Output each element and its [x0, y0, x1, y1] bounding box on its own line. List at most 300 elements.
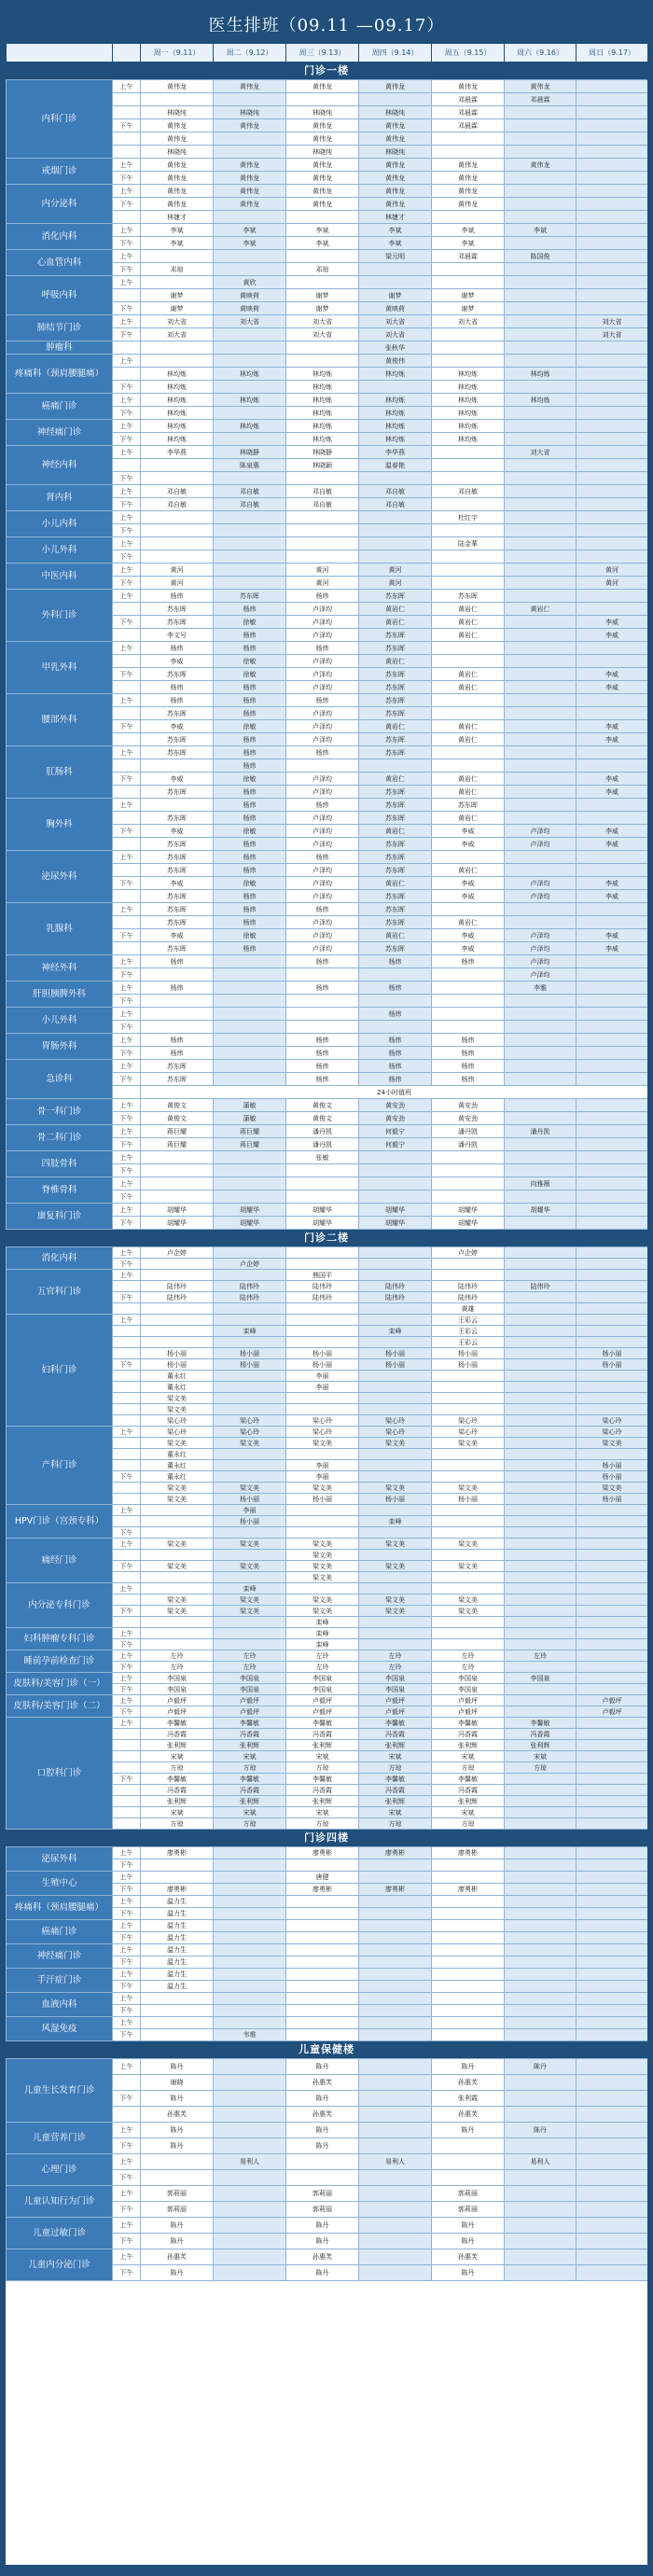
doctor-cell: 杨小丽 [577, 1471, 648, 1483]
doctor-cell: 李斌 [141, 224, 214, 237]
doctor-cell: 董永红 [141, 1371, 214, 1382]
doctor-cell [214, 564, 286, 577]
department-name: 小儿外科 [7, 537, 113, 564]
doctor-cell [505, 2234, 577, 2249]
doctor-cell: 林晓纯 [286, 146, 359, 159]
department-name: 皮肤科/美容门诊（二） [7, 1695, 113, 1718]
doctor-cell: 梁文美 [432, 1539, 505, 1550]
doctor-cell: 胡耀华 [432, 1217, 505, 1230]
doctor-cell [286, 1969, 359, 1981]
doctor-cell [141, 1527, 214, 1539]
doctor-cell: 温力生 [141, 1908, 214, 1920]
time-slot: 下午 [113, 1471, 141, 1483]
doctor-cell [505, 550, 577, 564]
doctor-cell [577, 1650, 648, 1662]
doctor-cell [577, 1762, 648, 1774]
doctor-cell [505, 1818, 577, 1830]
time-slot [113, 1740, 141, 1751]
doctor-cell [141, 1303, 214, 1315]
doctor-cell [505, 2249, 577, 2265]
department-name: 妇科门诊 [7, 1315, 113, 1427]
doctor-cell [577, 1718, 648, 1729]
doctor-cell [432, 1151, 505, 1164]
doctor-cell: 左玲 [432, 1662, 505, 1673]
department-name: 痛经门诊 [7, 1539, 113, 1583]
doctor-cell: 胡耀华 [359, 1204, 432, 1217]
doctor-cell [505, 1427, 577, 1438]
doctor-cell: 杨炜 [214, 786, 286, 799]
table-row [7, 224, 648, 237]
doctor-cell [577, 746, 648, 759]
doctor-cell: 苏东晖 [141, 916, 214, 929]
doctor-cell [141, 2170, 214, 2186]
department-name: 妇科肿瘤专科门诊 [7, 1628, 113, 1650]
section-title: 门诊一楼 [6, 63, 647, 79]
doctor-cell: 黄河 [359, 577, 432, 590]
doctor-cell [432, 707, 505, 720]
doctor-cell [577, 1740, 648, 1751]
doctor-cell: 黄伟龙 [432, 159, 505, 172]
department-name: 胸外科 [7, 799, 113, 851]
doctor-cell [286, 211, 359, 224]
doctor-cell: 李威 [141, 773, 214, 786]
doctor-cell: 冯香霞 [359, 1729, 432, 1740]
doctor-cell: 李丽 [286, 1471, 359, 1483]
time-slot: 下午 [113, 263, 141, 276]
doctor-cell: 杨炜 [214, 812, 286, 825]
schedule-table [6, 1846, 647, 2041]
doctor-cell [141, 759, 214, 773]
time-slot: 下午 [113, 1259, 141, 1270]
time-slot: 上午 [113, 642, 141, 655]
doctor-cell [505, 1099, 577, 1112]
doctor-cell: 李国泉 [505, 1673, 577, 1684]
time-slot: 上午 [113, 1539, 141, 1550]
doctor-cell [505, 851, 577, 864]
doctor-cell: 林晓纯 [286, 106, 359, 119]
doctor-cell [214, 2075, 286, 2091]
doctor-cell [577, 1606, 648, 1617]
doctor-cell [505, 694, 577, 707]
doctor-cell: 刘大省 [359, 328, 432, 341]
doctor-cell [505, 1021, 577, 1034]
doctor-cell [359, 1191, 432, 1204]
doctor-cell: 杜红宇 [432, 511, 505, 524]
doctor-cell [359, 2029, 432, 2041]
doctor-cell: 卢毅坪 [577, 1695, 648, 1706]
schedule-table [6, 2058, 647, 2281]
doctor-cell [577, 368, 648, 381]
doctor-cell [359, 1315, 432, 1326]
doctor-cell [359, 1404, 432, 1415]
doctor-cell [214, 995, 286, 1008]
doctor-cell: 蒋巨耀 [141, 1125, 214, 1138]
time-slot: 上午 [113, 185, 141, 198]
doctor-cell [577, 1969, 648, 1981]
doctor-cell [577, 146, 648, 159]
doctor-cell [577, 1594, 648, 1606]
doctor-cell: 刘大省 [286, 328, 359, 341]
doctor-cell [141, 1259, 214, 1270]
doctor-cell [577, 1859, 648, 1872]
doctor-cell [432, 1896, 505, 1908]
doctor-cell [214, 1060, 286, 1073]
time-slot: 上午 [113, 1944, 141, 1956]
doctor-cell [505, 341, 577, 355]
doctor-cell [359, 2202, 432, 2218]
doctor-cell: 卢泽均 [505, 968, 577, 982]
doctor-cell: 杨炜 [286, 982, 359, 995]
doctor-cell [577, 276, 648, 289]
doctor-cell [505, 1884, 577, 1896]
doctor-cell [286, 550, 359, 564]
doctor-cell [577, 1818, 648, 1830]
doctor-cell [505, 315, 577, 328]
doctor-cell: 栾峰 [214, 1583, 286, 1594]
department-name: 生殖中心 [7, 1872, 113, 1896]
doctor-cell: 李馨敏 [141, 1774, 214, 1785]
doctor-cell: 张利辉 [505, 1740, 577, 1751]
doctor-cell [505, 1359, 577, 1371]
doctor-cell: 黄伟龙 [286, 119, 359, 132]
doctor-cell [577, 1796, 648, 1807]
doctor-cell: 卢泽均 [505, 877, 577, 890]
doctor-cell [141, 1337, 214, 1348]
doctor-cell [505, 1706, 577, 1718]
doctor-cell [505, 2075, 577, 2091]
doctor-cell [214, 2186, 286, 2202]
doctor-cell [577, 1956, 648, 1969]
doctor-cell: 黄河 [577, 577, 648, 590]
doctor-cell: 卢毅坪 [141, 1695, 214, 1706]
doctor-cell: 孙惠芙 [286, 2107, 359, 2123]
time-slot: 上午 [113, 1099, 141, 1112]
doctor-cell [432, 1449, 505, 1460]
doctor-cell [286, 1393, 359, 1404]
doctor-cell [359, 1527, 432, 1539]
doctor-cell: 李威 [432, 825, 505, 838]
time-slot: 下午 [113, 968, 141, 982]
time-slot [113, 1303, 141, 1315]
doctor-cell: 栾峰 [286, 1617, 359, 1628]
doctor-cell: 徐敏 [214, 773, 286, 786]
doctor-cell: 苏东晖 [359, 786, 432, 799]
doctor-cell: 林均炼 [286, 381, 359, 394]
time-slot: 上午 [113, 1204, 141, 1217]
time-slot: 上午 [113, 694, 141, 707]
doctor-cell: 冯香霞 [432, 1785, 505, 1796]
time-slot [113, 1807, 141, 1818]
doctor-cell [577, 80, 648, 93]
doctor-cell: 李馨敏 [286, 1774, 359, 1785]
doctor-cell: 梁文美 [432, 1606, 505, 1617]
doctor-cell [505, 1932, 577, 1944]
doctor-cell [214, 263, 286, 276]
doctor-cell: 蒋巨耀 [214, 1138, 286, 1151]
table-row [7, 185, 648, 198]
table-row [7, 1944, 648, 1956]
doctor-cell: 廖勇彬 [359, 1884, 432, 1896]
doctor-cell [505, 2091, 577, 2107]
doctor-cell: 苏东晖 [359, 681, 432, 694]
doctor-cell: 邓琼 [286, 263, 359, 276]
doctor-cell: 陈丹 [432, 2265, 505, 2281]
doctor-cell [577, 1217, 648, 1230]
doctor-cell [286, 1944, 359, 1956]
doctor-cell: 刘大省 [577, 315, 648, 328]
doctor-cell [214, 2170, 286, 2186]
doctor-cell [432, 211, 505, 224]
doctor-cell [214, 2017, 286, 2029]
doctor-cell: 李威 [141, 655, 214, 668]
doctor-cell [359, 995, 432, 1008]
table-row [7, 1969, 648, 1981]
doctor-cell: 黄伟龙 [359, 172, 432, 185]
doctor-cell [359, 1896, 432, 1908]
doctor-cell: 黄岩仁 [432, 773, 505, 786]
table-row [7, 1539, 648, 1550]
table-row [7, 276, 648, 289]
department-name: 泌尿外科 [7, 1847, 113, 1872]
doctor-cell [141, 250, 214, 263]
doctor-cell [577, 968, 648, 982]
doctor-cell: 杨炜 [214, 603, 286, 616]
doctor-cell: 梁心玲 [214, 1427, 286, 1438]
doctor-cell: 蒲敏 [214, 1099, 286, 1112]
section-title: 门诊四楼 [6, 1830, 647, 1846]
doctor-cell: 张利辉 [286, 1740, 359, 1751]
doctor-cell [577, 1337, 648, 1348]
doctor-cell: 李丽 [286, 1371, 359, 1382]
time-slot: 下午 [113, 119, 141, 132]
doctor-cell [214, 577, 286, 590]
doctor-cell [577, 1516, 648, 1527]
doctor-cell [359, 1981, 432, 1993]
doctor-cell [577, 524, 648, 537]
doctor-cell [432, 2029, 505, 2041]
doctor-cell: 陆伟玲 [432, 1281, 505, 1292]
doctor-cell: 左玲 [505, 1650, 577, 1662]
doctor-cell: 黄岩仁 [359, 929, 432, 942]
doctor-cell: 黄映荷 [359, 302, 432, 315]
doctor-cell: 杨炜 [214, 916, 286, 929]
doctor-cell: 陆金華 [432, 537, 505, 550]
time-slot [113, 459, 141, 472]
doctor-cell [432, 851, 505, 864]
doctor-cell [505, 759, 577, 773]
time-slot [113, 1404, 141, 1415]
doctor-cell [505, 1449, 577, 1460]
doctor-cell [286, 1191, 359, 1204]
doctor-cell: 黄伟龙 [359, 132, 432, 146]
doctor-cell [432, 655, 505, 668]
time-slot: 上午 [113, 1673, 141, 1684]
doctor-cell [577, 2234, 648, 2249]
time-slot [113, 1594, 141, 1606]
department-name: 癌痛门诊 [7, 394, 113, 420]
table-row [7, 511, 648, 524]
time-slot [113, 1382, 141, 1393]
doctor-cell: 卢泽均 [286, 812, 359, 825]
doctor-cell [214, 328, 286, 341]
doctor-cell: 谢晓 [141, 2075, 214, 2091]
doctor-cell [214, 93, 286, 106]
doctor-cell: 黄伟龙 [432, 80, 505, 93]
doctor-cell: 李威 [577, 825, 648, 838]
doctor-cell: 林均炼 [359, 368, 432, 381]
time-slot: 下午 [113, 1561, 141, 1572]
doctor-cell: 李馨敏 [214, 1774, 286, 1785]
doctor-cell [505, 2017, 577, 2029]
doctor-cell: 林晓颖 [286, 459, 359, 472]
doctor-cell: 李斌 [359, 224, 432, 237]
doctor-cell [141, 1326, 214, 1337]
doctor-cell: 梁心玲 [214, 1415, 286, 1427]
doctor-cell [505, 2029, 577, 2041]
department-name: 疼痛科（颈肩腰腿痛） [7, 1896, 113, 1920]
doctor-cell: 宋斌 [432, 1807, 505, 1818]
doctor-cell [577, 1099, 648, 1112]
doctor-cell: 何毅宁 [359, 1125, 432, 1138]
doctor-cell: 黄伟龙 [141, 119, 214, 132]
doctor-cell [432, 1471, 505, 1483]
doctor-cell: 黄河 [286, 577, 359, 590]
table-row [7, 1204, 648, 1217]
doctor-cell: 杨炜 [359, 1008, 432, 1021]
doctor-cell [214, 524, 286, 537]
doctor-cell: 苏东晖 [214, 590, 286, 603]
table-row [7, 315, 648, 328]
time-slot [113, 1617, 141, 1628]
time-slot: 下午 [113, 472, 141, 485]
doctor-cell [286, 93, 359, 106]
doctor-cell [141, 355, 214, 368]
doctor-cell [286, 1337, 359, 1348]
doctor-cell: 杨炜 [286, 799, 359, 812]
doctor-cell [359, 1021, 432, 1034]
time-slot [113, 1449, 141, 1460]
department-name: 骨一科门诊 [7, 1099, 113, 1125]
doctor-cell: 陆伟玲 [214, 1292, 286, 1303]
doctor-cell: 宋斌 [359, 1807, 432, 1818]
doctor-cell [214, 968, 286, 982]
doctor-cell [505, 302, 577, 315]
table-row [7, 420, 648, 433]
doctor-cell: 林均炼 [432, 381, 505, 394]
doctor-cell [577, 1729, 648, 1740]
doctor-cell [505, 1583, 577, 1594]
doctor-cell: 李馨敏 [359, 1774, 432, 1785]
doctor-cell [214, 132, 286, 146]
doctor-cell [214, 1993, 286, 2005]
doctor-cell: 温力生 [141, 1920, 214, 1932]
doctor-cell: 卢企婷 [141, 1247, 214, 1259]
doctor-cell: 卢泽均 [505, 942, 577, 955]
doctor-cell: 冯香霞 [141, 1785, 214, 1796]
table-row [7, 2017, 648, 2029]
doctor-cell: 林均炼 [141, 381, 214, 394]
doctor-cell [577, 1572, 648, 1583]
doctor-cell: 卢泽均 [286, 616, 359, 629]
doctor-cell [577, 1371, 648, 1382]
doctor-cell [286, 1527, 359, 1539]
time-slot: 下午 [113, 2029, 141, 2041]
doctor-cell [141, 524, 214, 537]
time-slot: 上午 [113, 799, 141, 812]
doctor-cell [359, 2059, 432, 2075]
doctor-cell [577, 1981, 648, 1993]
doctor-cell: 梁元明 [359, 250, 432, 263]
doctor-cell: 冯香霞 [432, 1729, 505, 1740]
doctor-cell [505, 1774, 577, 1785]
doctor-cell [505, 564, 577, 577]
doctor-cell [432, 2154, 505, 2170]
doctor-cell: 邓自敏 [432, 485, 505, 498]
doctor-cell [505, 733, 577, 746]
doctor-cell: 梁文美 [214, 1539, 286, 1550]
doctor-cell [505, 1628, 577, 1639]
table-row [7, 1673, 648, 1684]
doctor-cell: 谢梦 [286, 289, 359, 302]
doctor-cell [286, 1449, 359, 1460]
time-slot: 下午 [113, 1164, 141, 1177]
doctor-cell: 苏东晖 [141, 890, 214, 903]
doctor-cell: 谢梦 [432, 289, 505, 302]
doctor-cell: 李华燕 [359, 446, 432, 459]
doctor-cell [214, 250, 286, 263]
doctor-cell: 黄俊文 [141, 1099, 214, 1112]
doctor-cell [505, 995, 577, 1008]
doctor-cell: 李威 [577, 616, 648, 629]
doctor-cell [286, 1932, 359, 1944]
doctor-cell [432, 2170, 505, 2186]
doctor-cell: 卢泽均 [286, 629, 359, 642]
doctor-cell [505, 1859, 577, 1872]
doctor-cell [577, 511, 648, 524]
doctor-cell [505, 1471, 577, 1483]
table-row [7, 1099, 648, 1112]
doctor-cell [577, 2075, 648, 2091]
time-slot: 上午 [113, 355, 141, 368]
doctor-cell: 左玲 [214, 1662, 286, 1673]
doctor-cell: 杨小丽 [577, 1359, 648, 1371]
doctor-cell [214, 1884, 286, 1896]
table-row [7, 1896, 648, 1908]
doctor-cell [432, 132, 505, 146]
doctor-cell [141, 1177, 214, 1191]
doctor-cell [505, 237, 577, 250]
doctor-cell [359, 1259, 432, 1270]
doctor-cell: 林晓静 [286, 446, 359, 459]
doctor-cell [432, 446, 505, 459]
doctor-cell [505, 616, 577, 629]
doctor-cell: 林均炼 [141, 368, 214, 381]
time-slot: 上午 [113, 1628, 141, 1639]
doctor-cell: 陈丹 [141, 2059, 214, 2075]
doctor-cell: 陈丹 [286, 2123, 359, 2138]
doctor-cell [214, 381, 286, 394]
doctor-cell [359, 1505, 432, 1516]
doctor-cell [577, 2107, 648, 2123]
doctor-cell: 李国泉 [286, 1684, 359, 1695]
doctor-cell: 董永红 [141, 1449, 214, 1460]
doctor-cell: 苏东晖 [359, 903, 432, 916]
doctor-cell [577, 995, 648, 1008]
doctor-cell [286, 1956, 359, 1969]
doctor-cell: 冯香霞 [286, 1785, 359, 1796]
doctor-cell: 林均炼 [286, 368, 359, 381]
doctor-cell: 邓晨霖 [505, 93, 577, 106]
